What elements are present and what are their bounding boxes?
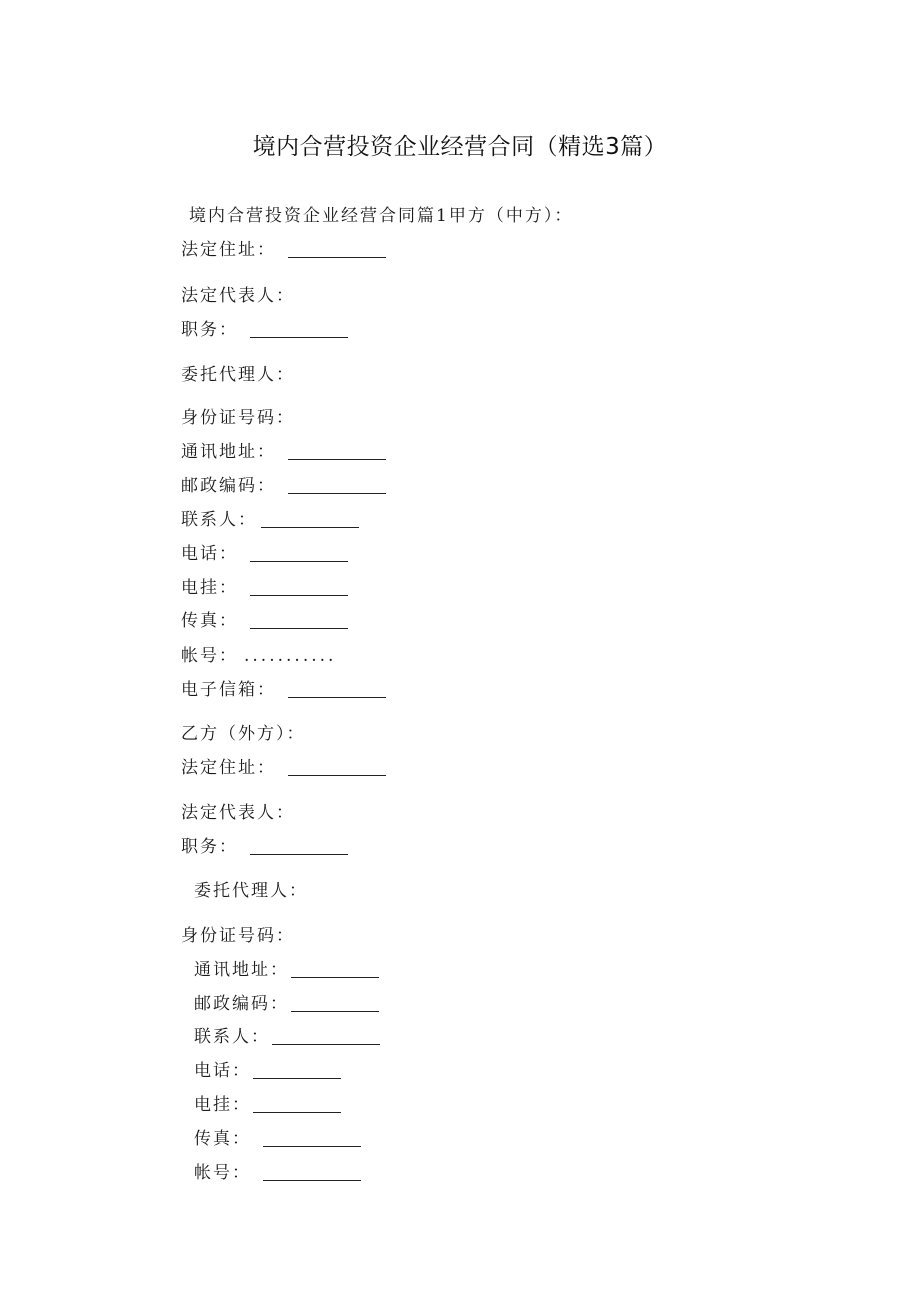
contract-intro: 境内合营投资企业经营合同篇1甲方（中方）： <box>189 206 574 226</box>
party-b-contact-label: 联系人： <box>194 1027 270 1047</box>
party-a-legal-address-row <box>181 239 386 261</box>
party-b-agent-label: 委托代理人： <box>194 881 308 901</box>
party-a-position-label: 职务： <box>181 320 238 340</box>
party-b-legal-address-label: 法定住址： <box>181 758 276 778</box>
party-b-hang-label: 电挂： <box>194 1095 251 1115</box>
party-b-mail-address-row <box>194 959 379 981</box>
party-a-position-row <box>181 319 348 341</box>
party-a-postal-code-blank <box>288 479 386 494</box>
party-b-legal-address-blank <box>288 761 386 776</box>
party-a-legal-address-blank <box>288 243 386 258</box>
party-a-mail-address-blank <box>288 445 386 460</box>
party-a-mail-address-label: 通讯地址： <box>181 442 276 462</box>
party-a-id-number-label: 身份证号码： <box>181 408 295 428</box>
party-b-contact-row <box>194 1026 380 1048</box>
party-b-id-number-label: 身份证号码： <box>181 926 295 946</box>
party-a-legal-address-label: 法定住址： <box>181 240 276 260</box>
party-a-hang-blank <box>250 581 348 596</box>
party-b-mail-address-blank <box>291 963 379 978</box>
party-b-legal-address-row <box>181 757 386 779</box>
party-a-contact-row <box>181 509 359 531</box>
party-a-account-label: 帐号： <box>181 646 238 666</box>
party-b-hang-blank <box>253 1098 341 1113</box>
party-a-email-label: 电子信箱： <box>181 680 276 700</box>
party-b-account-blank <box>263 1166 361 1181</box>
party-b-phone-blank <box>253 1064 341 1079</box>
party-a-email-row <box>181 679 386 701</box>
party-b-account-row <box>194 1162 361 1184</box>
party-b-postal-code-row <box>194 993 379 1015</box>
party-b-hang-row <box>194 1094 341 1116</box>
party-a-position-blank <box>250 323 348 338</box>
party-b-fax-label: 传真： <box>194 1129 251 1149</box>
party-b-fax-blank <box>263 1132 361 1147</box>
party-a-agent-label: 委托代理人： <box>181 365 295 385</box>
party-a-postal-code-row <box>181 475 386 497</box>
party-a-contact-label: 联系人： <box>181 510 257 530</box>
party-b-postal-code-label: 邮政编码： <box>194 994 289 1014</box>
party-b-mail-address-label: 通讯地址： <box>194 960 289 980</box>
party-b-legal-rep-label: 法定代表人： <box>181 803 295 823</box>
party-a-phone-row <box>181 543 348 565</box>
party-b-phone-label: 电话： <box>194 1061 251 1081</box>
party-a-mail-address-row <box>181 441 386 463</box>
party-b-position-blank <box>250 840 348 855</box>
party-b-heading: 乙方（外方）： <box>181 724 306 744</box>
party-b-phone-row <box>194 1060 341 1082</box>
party-a-phone-blank <box>250 547 348 562</box>
party-a-fax-label: 传真： <box>181 611 238 631</box>
party-a-contact-blank <box>261 513 359 528</box>
party-a-hang-label: 电挂： <box>181 578 238 598</box>
party-a-account-row <box>181 645 336 667</box>
party-a-legal-rep-label: 法定代表人： <box>181 286 295 306</box>
party-b-account-label: 帐号： <box>194 1163 251 1183</box>
party-a-account-dots: ........... <box>244 646 337 666</box>
party-b-fax-row <box>194 1128 361 1150</box>
party-a-fax-blank <box>250 614 348 629</box>
party-b-postal-code-blank <box>291 997 379 1012</box>
party-a-postal-code-label: 邮政编码： <box>181 476 276 496</box>
document-title: 境内合营投资企业经营合同（精选3篇） <box>252 134 668 160</box>
party-a-phone-label: 电话： <box>181 544 238 564</box>
party-a-email-blank <box>288 683 386 698</box>
party-b-contact-blank <box>272 1030 380 1045</box>
party-a-hang-row <box>181 577 348 599</box>
party-a-fax-row <box>181 610 348 632</box>
party-b-position-label: 职务： <box>181 837 238 857</box>
party-b-position-row <box>181 836 348 858</box>
